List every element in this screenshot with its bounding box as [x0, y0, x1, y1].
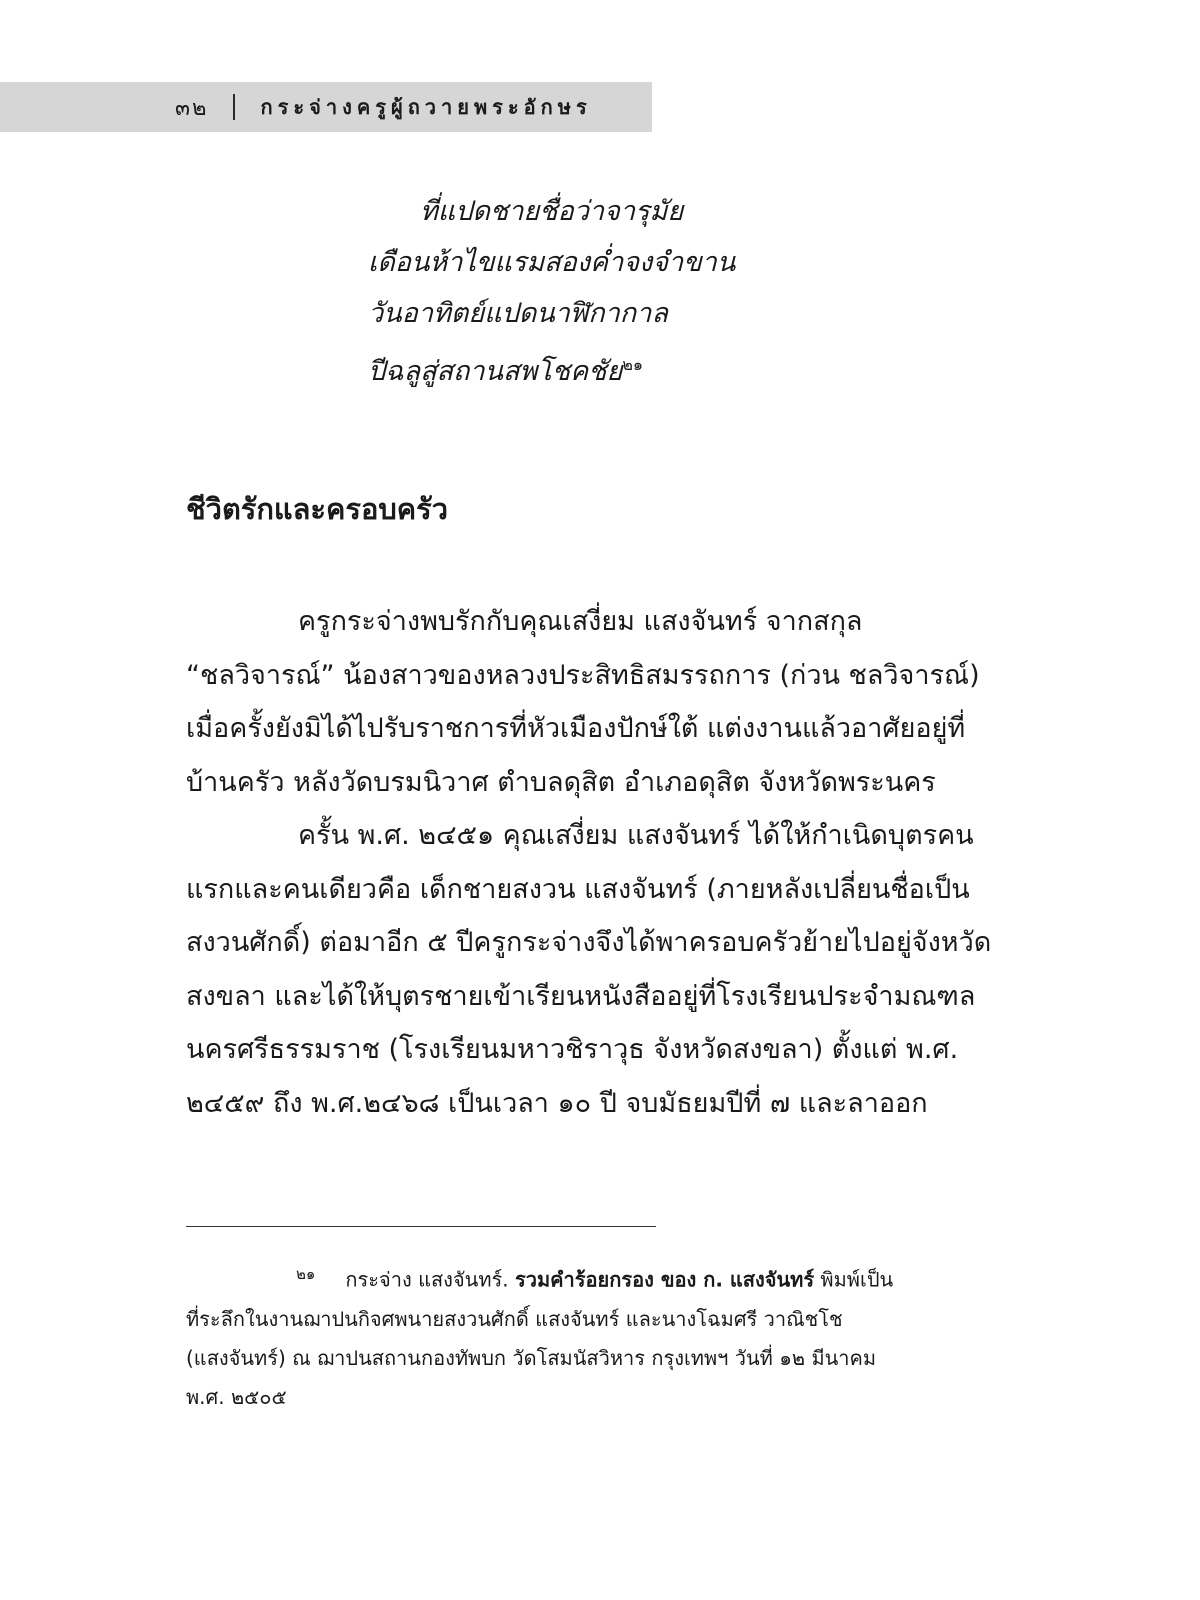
poem-line: ที่แปดชายชื่อว่าจารุมัย — [420, 196, 684, 227]
text-line: ครั้น พ.ศ. ๒๔๕๑ คุณเสงี่ยม แสงจันทร์ ได้ให้กำเนิดบุตรคน — [298, 820, 974, 851]
text-line: นครศรีธรรมราช (โรงเรียนมหาวชิราวุธ จังหวัดสงขลา) ตั้งแต่ พ.ศ. — [186, 1034, 959, 1065]
header-divider — [233, 94, 235, 120]
footnote-line — [186, 1255, 1082, 1300]
poem-line: วันอาทิตย์แปดนาฬิกากาล — [368, 298, 668, 329]
poem-line: เดือนห้าไขแรมสองค่ำจงจำขาน — [368, 247, 736, 278]
text-line: สงขลา และได้ให้บุตรชายเข้าเรียนหนังสืออยู่ที่โรงเรียนประจำมณฑล — [186, 980, 976, 1012]
text-line: บ้านครัว หลังวัดบรมนิวาศ ตำบลดุสิต อำเภอดุสิต จังหวัดพระนคร — [186, 766, 936, 798]
body-text — [186, 595, 1082, 1130]
footnote-text: พิมพ์เป็น — [814, 1267, 894, 1292]
poem-line-last — [368, 339, 735, 397]
text-line: เมื่อครั้งยังมิได้ไปรับราชการที่หัวเมืองปักษ์ใต้ แต่งงานแล้วอาศัยอยู่ที่ — [186, 713, 966, 744]
footnote-book-title: รวมคำร้อยกรอง ของ ก. แสงจันทร์ — [514, 1267, 815, 1292]
section-heading: ชีวิตรักและครอบครัว — [186, 492, 449, 526]
text-line: แรกและคนเดียวคือ เด็กชายสงวน แสงจันทร์ (ภายหลังเปลี่ยนชื่อเป็น — [186, 873, 970, 905]
footnote-line: พ.ศ. ๒๕๐๕ — [186, 1384, 287, 1409]
footnote-number: ๒๑ — [296, 1265, 316, 1283]
running-header — [0, 82, 652, 132]
book-title: กระจ่างครูผู้ถวายพระอักษร — [260, 95, 592, 119]
text-line: สงวนศักดิ์) ต่อมาอีก ๕ ปีครูกระจ่างจึงได้พาครอบครัวย้ายไปอยู่จังหวัด — [186, 927, 992, 958]
footnote — [186, 1255, 1082, 1417]
poem-line-text: ปีฉลูสู่สถานสพโชคชัย — [368, 356, 623, 387]
poem-stanza — [368, 186, 735, 397]
page-number: ๓๒ — [175, 95, 209, 121]
footnote-separator — [186, 1226, 656, 1227]
text-line: ครูกระจ่างพบรักกับคุณเสงี่ยม แสงจันทร์ จากสกุล — [298, 606, 863, 637]
footnote-line: ที่ระลึกในงานฌาปนกิจศพนายสงวนศักดิ์ แสงจันทร์ และนางโฉมศรี วาณิชโช — [186, 1306, 843, 1331]
paragraph — [186, 809, 1082, 1130]
footnote-reference: ๒๑ — [622, 355, 644, 374]
footnote-line: (แสงจันทร์) ณ ฌาปนสถานกองทัพบก วัดโสมนัสวิหาร กรุงเทพฯ วันที่ ๑๒ มีนาคม — [186, 1345, 877, 1370]
text-line: “ชลวิจารณ์” น้องสาวของหลวงประสิทธิสมรรถการ (ก่วน ชลวิจารณ์) — [186, 659, 980, 691]
paragraph — [186, 595, 1082, 809]
text-line: ๒๔๕๙ ถึง พ.ศ.๒๔๖๘ เป็นเวลา ๑๐ ปี จบมัธยมปีที่ ๗ และลาออก — [186, 1087, 928, 1119]
footnote-author: กระจ่าง แสงจันทร์. — [345, 1267, 515, 1292]
